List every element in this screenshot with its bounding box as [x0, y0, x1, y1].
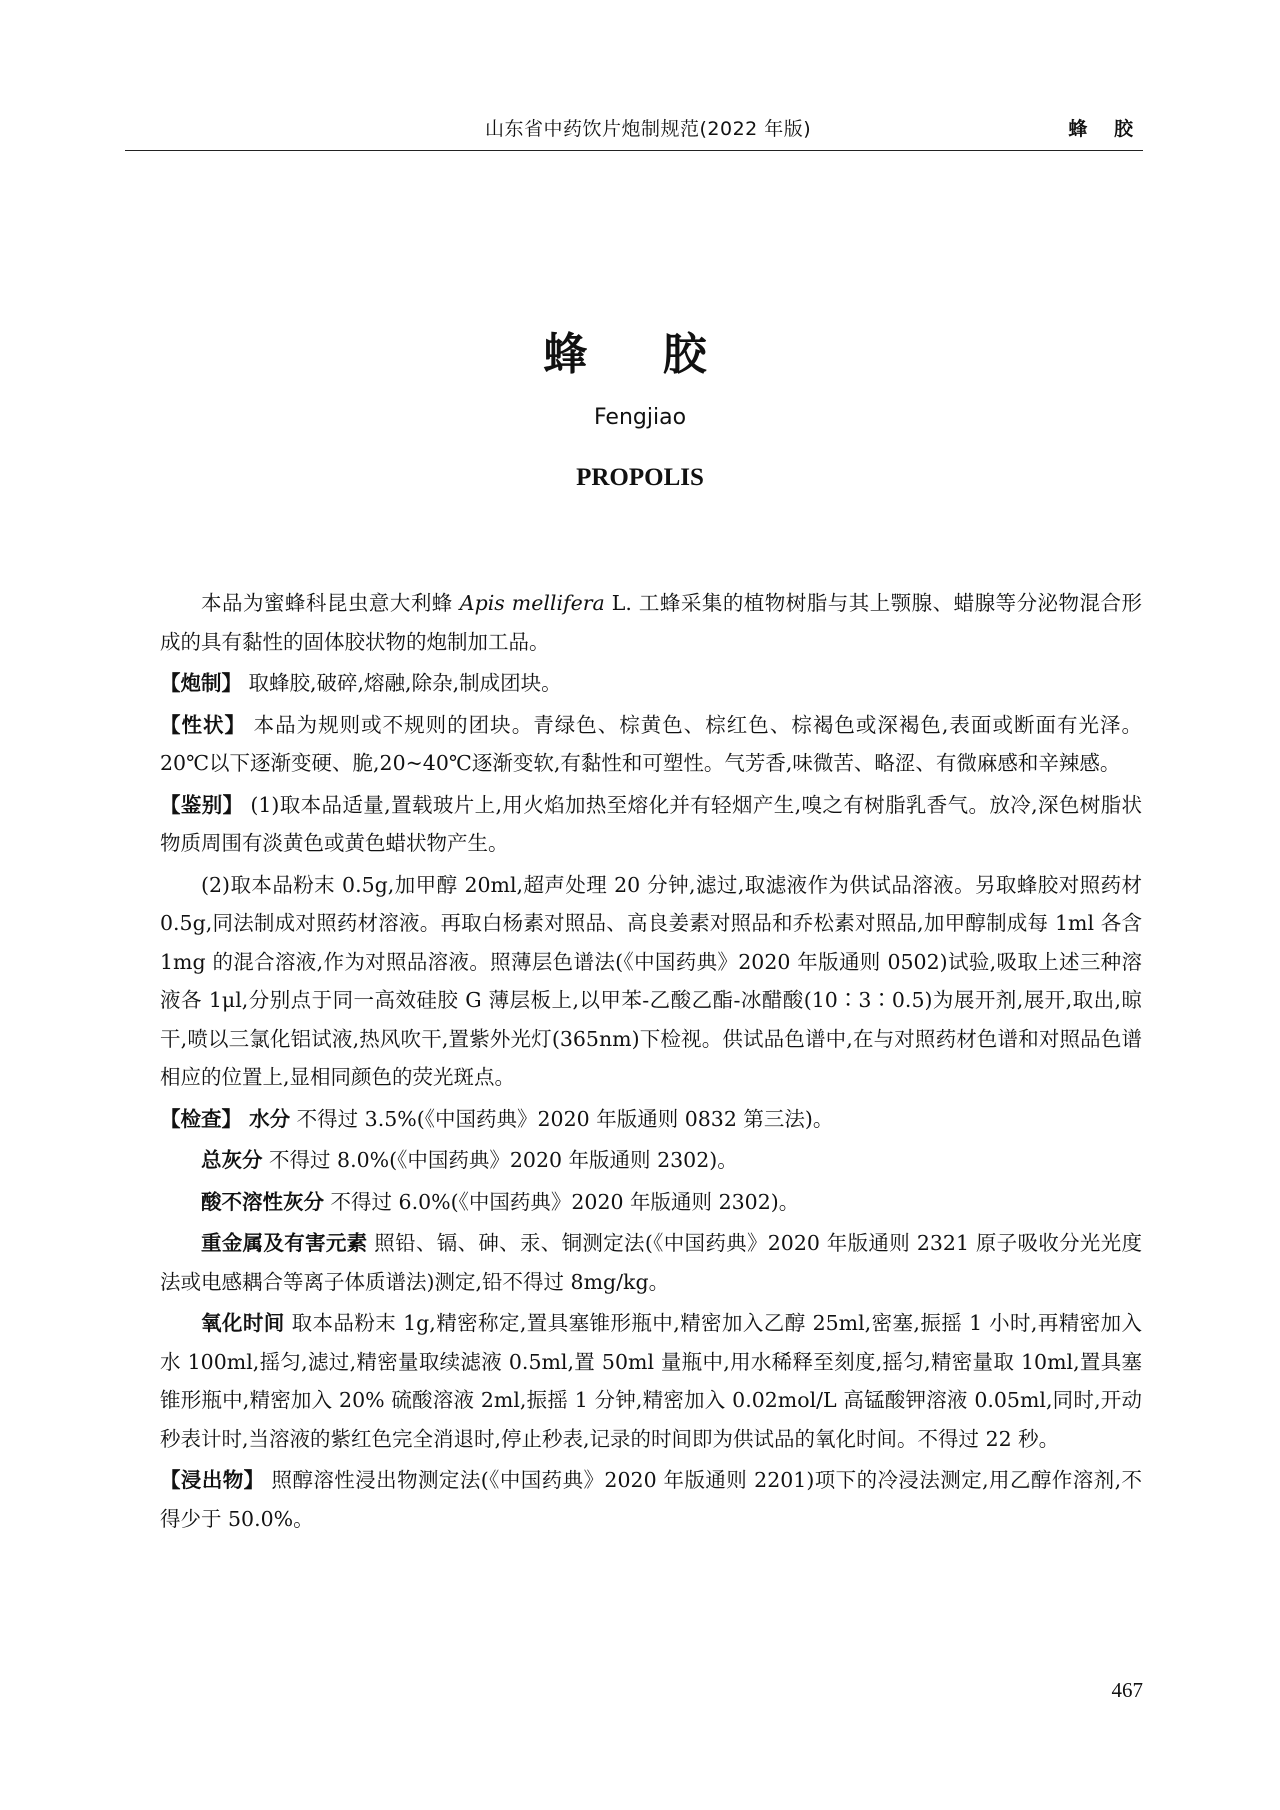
processing-section: 【炮制】 取蜂胶,破碎,熔融,除杂,制成团块。 — [160, 671, 562, 695]
character-section: 【性状】 本品为规则或不规则的团块。青绿色、棕黄色、棕红色、棕褐色或深褐色,表面或断面有光泽。20℃以下逐渐变硬、脆,20~40℃逐渐变软,有黏性和可塑性。气芳香,味微苦、略涩、有微麻感和辛辣感。 — [160, 712, 1143, 775]
processing-heading: 【炮制】 — [160, 671, 242, 695]
inspection-total-ash: 总灰分 不得过 8.0%(《中国药典》2020 年版通则 2302)。 — [201, 1148, 738, 1172]
monograph-body — [160, 584, 1142, 1541]
entry-latin-name: PROPOLIS — [576, 464, 704, 491]
inspection-oxidation-time: 氧化时间 取本品粉末 1g,精密称定,置具塞锥形瓶中,精密加入乙醇 25ml,密塞,振摇 1 小时,再精密加入水 100ml,摇匀,滤过,精密量取续滤液 0.5ml,置 50ml 量瓶中,用水稀释至刻度,摇匀,精密量取 10ml,置具塞锥形瓶中,精密加入 20% 硫酸溶液 2ml,振摇 1 分钟,精密加入 0.02mol/L 高锰酸钾溶液 0.05ml,同时,开动秒表计时,当溶液的紫红色完全消退时,停止秒表,记录的时间即为供试品的氧化时间。不得过 22 秒。 — [160, 1311, 1143, 1451]
inspection-heading: 【检查】 — [160, 1106, 242, 1131]
header-rule — [125, 150, 1143, 151]
entry-pinyin: Fengjiao — [593, 405, 687, 430]
identification-section: 【鉴别】 (1)取本品适量,置载玻片上,用火焰加热至熔化并有轻烟产生,嗅之有树脂乳香气。放冷,深色树脂状物质周围有淡黄色或黄色蜡状物产生。 — [160, 792, 1142, 855]
running-header — [125, 108, 1143, 148]
header-entry-name: 蜂 胶 — [1068, 118, 1143, 140]
entry-title: 蜂 胶 — [543, 329, 737, 380]
intro-paragraph: 本品为蜜蜂科昆虫意大利蜂 Apis mellifera L. 工蜂采集的植物树脂与其上颚腺、蜡腺等分泌物混合形成的具有黏性的固体胶状物的炮制加工品。 — [160, 591, 1142, 654]
inspection-acid-insoluble-ash: 酸不溶性灰分 不得过 6.0%(《中国药典》2020 年版通则 2302)。 — [201, 1189, 800, 1214]
character-heading: 【性状】 — [160, 712, 247, 737]
extract-section: 【浸出物】 照醇溶性浸出物测定法(《中国药典》2020 年版通则 2201)项下的冷浸法测定,用乙醇作溶剂,不得少于 50.0%。 — [160, 1468, 1143, 1531]
inspection-heavy-metals: 重金属及有害元素 照铅、镉、砷、汞、铜测定法(《中国药典》2020 年版通则 2321 原子吸收分光光度法或电感耦合等离子体质谱法)测定,铅不得过 8mg/kg。 — [160, 1231, 1142, 1294]
species-name: Apis mellifera — [459, 591, 605, 615]
identification-heading: 【鉴别】 — [160, 792, 244, 817]
book-title: 山东省中药饮片炮制规范(2022 年版) — [485, 118, 812, 140]
extract-heading: 【浸出物】 — [160, 1468, 265, 1492]
page-number: 467 — [1111, 1678, 1143, 1702]
inspection-water: 【检查】 水分 不得过 3.5%(《中国药典》2020 年版通则 0832 第三法)。 — [160, 1106, 834, 1131]
identification-item-2: (2)取本品粉末 0.5g,加甲醇 20ml,超声处理 20 分钟,滤过,取滤液作为供试品溶液。另取蜂胶对照药材 0.5g,同法制成对照药材溶液。再取白杨素对照品、高良姜素对照品和乔松素对照品,加甲醇制成每 1ml 各含 1mg 的混合溶液,作为对照品溶液。照薄层色谱法(《中国药典》2020 年版通则 0502)试验,吸取上述三种溶液各 1μl,分别点于同一高效硅胶 G 薄层板上,以甲苯-乙酸乙酯-冰醋酸(10∶3∶0.5)为展开剂,展开,取出,晾干,喷以三氯化铝试液,热风吹干,置紫外光灯(365nm)下检视。供试品色谱中,在与对照药材色谱和对照品色谱相应的位置上,显相同颜色的荧光斑点。 — [160, 872, 1142, 1089]
